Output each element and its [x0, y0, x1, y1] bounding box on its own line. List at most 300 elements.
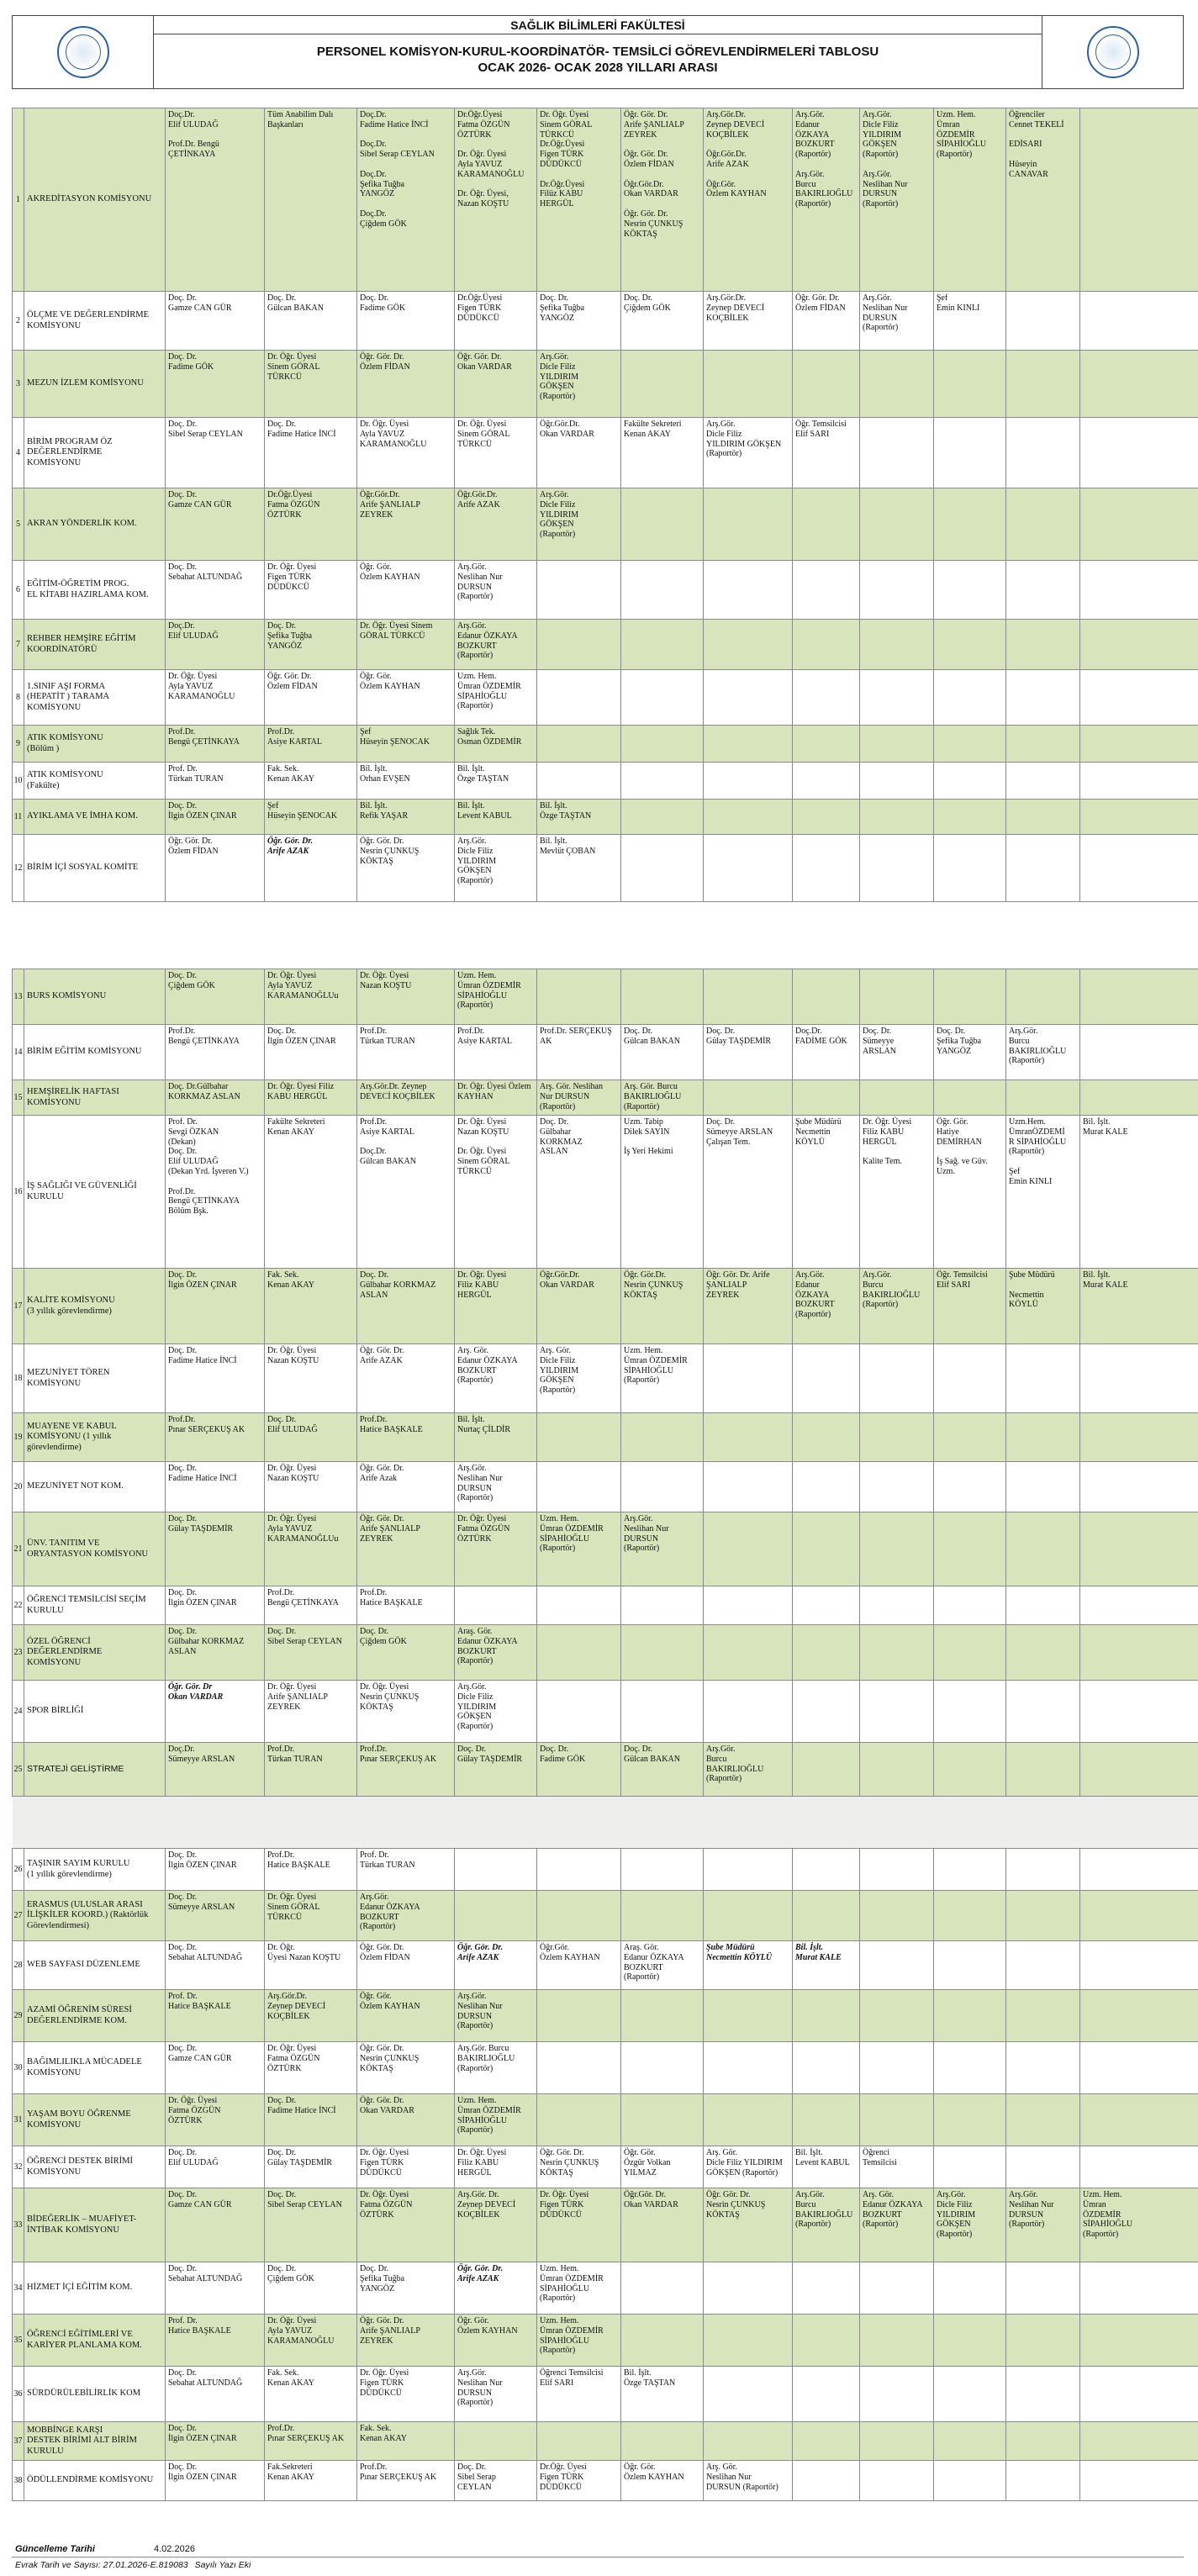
member-cell	[704, 1080, 793, 1116]
committee-row	[13, 969, 1198, 1025]
member-cell: Doç. Dr. Sibel Serap CEYLAN	[265, 1625, 357, 1681]
member-cell	[934, 1413, 1006, 1462]
member-cell: Uzm. Hem. Ümran ÖZDEMİR SİPAHİOĞLU (Raportör)	[537, 2315, 621, 2367]
member-cell: Dr. Öğr. Üyesi Fatma ÖZGÜN ÖZTÜRK	[166, 2094, 265, 2146]
member-cell: Arş.Gör. Edanur ÖZKAYA BOZKURT (Raportör) Arş.Gör. Burcu BAKIRLIOĞLU (Raportör)	[793, 108, 860, 292]
member-cell: Uzm. Hem. Ümran ÖZDEMİR SİPAHİOĞLU (Raportör)	[455, 969, 537, 1025]
member-cell: Arş.Gör. Dicle Filiz YILDIRIM GÖKŞEN (Raportör)	[537, 488, 621, 561]
member-cell: Doç. Dr. Gülcan BAKAN	[265, 292, 357, 351]
committee-name: MEZUNİYET NOT KOM.	[24, 1462, 166, 1512]
member-cell: Bil. İşlt. Özge TAŞTAN	[455, 763, 537, 800]
member-cell	[1080, 1743, 1198, 1797]
member-cell: Doç.Dr. FADİME GÖK	[793, 1025, 860, 1080]
member-cell	[860, 2461, 934, 2501]
member-cell	[621, 969, 704, 1025]
member-cell: Arş.Gör. Neslihan Nur DURSUN (Raportör)	[455, 561, 537, 620]
member-cell	[934, 670, 1006, 726]
row-number: 21	[13, 1512, 24, 1586]
member-cell: Öğr. Gör. Dr. Arife AZAK	[265, 835, 357, 902]
member-cell	[537, 1462, 621, 1512]
section-spacer	[13, 1797, 1198, 1849]
member-cell	[793, 1586, 860, 1625]
member-cell	[793, 2094, 860, 2146]
member-cell	[860, 620, 934, 670]
member-cell: Doç. Dr. Fadime GÖK	[357, 292, 455, 351]
member-cell: Öğr. Gör. Dr. Arife AZAK	[455, 1941, 537, 1990]
row-number: 27	[13, 1891, 24, 1941]
member-cell	[934, 1625, 1006, 1681]
member-cell	[860, 1681, 934, 1743]
member-cell: Şef Hüseyin ŞENOCAK	[357, 726, 455, 763]
assignment-table	[12, 108, 1198, 2501]
member-cell: Dr. Öğr. Üyesi Figen TÜRK DÜDÜKCÜ	[265, 561, 357, 620]
member-cell	[860, 1625, 934, 1681]
member-cell: Doç. Dr. Şefika Tuğba YANGÖZ	[265, 620, 357, 670]
committee-row	[13, 108, 1198, 292]
member-cell	[1080, 726, 1198, 763]
row-number: 12	[13, 835, 24, 902]
member-cell: Şube Müdürü Necmettin KÖYLÜ	[1006, 1269, 1080, 1344]
committee-name: HİZMET İÇİ EĞİTİM KOM.	[24, 2262, 166, 2315]
member-cell	[1080, 292, 1198, 351]
member-cell: Öğr. Gör.Dr. Nesrin ÇUNKUŞ KÖKTAŞ	[621, 1269, 704, 1344]
member-cell: Arş.Gör.Dr. Zeynep DEVECİ KOÇBİLEK Öğr.Gör.Dr. Arife AZAK Öğr.Gör. Özlem KAYHAN	[704, 108, 793, 292]
member-cell	[1006, 2461, 1080, 2501]
member-cell: Arş. Gör. Dicle Filiz YILDIRIM GÖKŞEN (Raportör)	[537, 1344, 621, 1413]
member-cell	[1080, 670, 1198, 726]
member-cell	[621, 1681, 704, 1743]
member-cell: Fak. Sek. Kenan AKAY	[357, 2422, 455, 2461]
member-cell	[934, 488, 1006, 561]
member-cell: Prof.Dr. Hatice BAŞKALE	[265, 1849, 357, 1891]
member-cell	[704, 1462, 793, 1512]
member-cell: Sağlık Tek. Osman ÖZDEMİR	[455, 726, 537, 763]
row-number: 24	[13, 1681, 24, 1743]
member-cell	[934, 2146, 1006, 2188]
member-cell: Doç. Dr. İlgin ÖZEN ÇINAR	[166, 2461, 265, 2501]
member-cell	[704, 763, 793, 800]
committee-row	[13, 1990, 1198, 2042]
member-cell	[860, 726, 934, 763]
member-cell: Arş.Gör. Neslihan Nur DURSUN (Raportör)	[860, 292, 934, 351]
row-number: 30	[13, 2042, 24, 2094]
member-cell	[793, 2042, 860, 2094]
row-number: 8	[13, 670, 24, 726]
header-titles	[154, 16, 1042, 88]
member-cell	[793, 1681, 860, 1743]
member-cell	[1080, 800, 1198, 835]
member-cell: Arş.Gör. Dicle Filiz YILDIRIM GÖKŞEN (Raportör) Arş.Gör. Neslihan Nur DURSUN (Raportör)	[860, 108, 934, 292]
committee-name: ERASMUS (ULUSLAR ARASI İLİŞKİLER KOORD.) (Raktörlük Görevlendirmesi)	[24, 1891, 166, 1941]
member-cell: Doç. Dr. Sebahat ALTUNDAĞ	[166, 1941, 265, 1990]
member-cell: Arş.Gör. Edanur ÖZKAYA BOZKURT (Raportör)	[455, 620, 537, 670]
committee-name: BİRİM İÇİ SOSYAL KOMİTE	[24, 835, 166, 902]
member-cell: Arş.Gör. Burcu BAKIRLIOĞLU (Raportör)	[793, 2188, 860, 2262]
member-cell: Fak. Sek. Kenan AKAY	[265, 2367, 357, 2422]
member-cell: Dr.Öğr. Üyesi Figen TÜRK DÜDÜKCÜ	[537, 2461, 621, 2501]
committee-row	[13, 2042, 1198, 2094]
row-number: 5	[13, 488, 24, 561]
member-cell: Prof.Dr. SERÇEKUŞ AK	[537, 1025, 621, 1080]
member-cell	[621, 2262, 704, 2315]
member-cell	[1006, 763, 1080, 800]
member-cell	[537, 1891, 621, 1941]
member-cell	[1080, 561, 1198, 620]
member-cell: Öğr. Gör. Dr. Özlem FİDAN	[357, 351, 455, 418]
member-cell	[1006, 2146, 1080, 2188]
member-cell: Arş. Gör. Neslihan Nur DURSUN (Raportör)	[704, 2461, 793, 2501]
member-cell	[793, 2422, 860, 2461]
member-cell	[793, 620, 860, 670]
member-cell: Bil. İşlt. Mevlüt ÇOBAN	[537, 835, 621, 902]
member-cell	[934, 800, 1006, 835]
member-cell	[860, 2315, 934, 2367]
member-cell: Uzm. Hem. Ümran ÖZDEMİR SİPAHİOĞLU (Raportör)	[1080, 2188, 1198, 2262]
member-cell: Dr. Öğr. Üyesi Ayla YAVUZ KARAMANOĞLUu	[265, 969, 357, 1025]
member-cell	[455, 2422, 537, 2461]
committee-name: ÖĞRENCİ EĞİTİMLERİ VE KARİYER PLANLAMA KOM.	[24, 2315, 166, 2367]
member-cell	[1006, 2315, 1080, 2367]
member-cell: Prof. Dr. Hatice BAŞKALE	[166, 1990, 265, 2042]
committee-name: BİRİM PROGRAM ÖZ DEĞERLENDİRME KOMİSYONU	[24, 418, 166, 488]
member-cell: Öğr. Gör. Dr. Nesrin ÇUNKUŞ KÖKTAŞ	[704, 2188, 793, 2262]
member-cell	[1080, 351, 1198, 418]
member-cell	[537, 670, 621, 726]
member-cell: Şef Hüseyin ŞENOCAK	[265, 800, 357, 835]
committee-name: ATIK KOMİSYONU (Bölüm )	[24, 726, 166, 763]
member-cell: Doç. Dr. Gülay TAŞDEMİR	[265, 2146, 357, 2188]
member-cell: Arş.Gör. Burcu BAKIRLIOĞLU (Raportör)	[704, 1743, 793, 1797]
member-cell: Uzm. Hem. Ümran ÖZDEMİR SİPAHİOĞLU (Raportör)	[537, 2262, 621, 2315]
member-cell: Öğr. Gör. Dr. Arife ŞANLIALP ZEYREK	[357, 2315, 455, 2367]
member-cell: Uzm. Hem. Ümran ÖZDEMİR SİPAHİOĞLU (Raportör)	[455, 670, 537, 726]
member-cell: Öğr. Gör. Dr. Okan VARDAR	[357, 2094, 455, 2146]
member-cell	[934, 726, 1006, 763]
member-cell: Doç. Dr. Sebahat ALTUNDAĞ	[166, 2367, 265, 2422]
committee-name: BİRİM EĞİTİM KOMİSYONU	[24, 1025, 166, 1080]
member-cell	[621, 1462, 704, 1512]
member-cell: Arş.Gör. Burcu BAKIRLIOĞLU (Raportör)	[860, 1269, 934, 1344]
member-cell	[860, 418, 934, 488]
member-cell	[1080, 1681, 1198, 1743]
member-cell	[1080, 1941, 1198, 1990]
member-cell: Bil. İşlt. Levent KABUL	[455, 800, 537, 835]
committee-row	[13, 561, 1198, 620]
member-cell	[537, 1990, 621, 2042]
member-cell: Doç. Dr. Çiğdem GÖK	[621, 292, 704, 351]
member-cell	[537, 969, 621, 1025]
committee-row	[13, 2461, 1198, 2501]
row-number: 32	[13, 2146, 24, 2188]
member-cell: Dr. Öğr. Üyesi Ayla YAVUZ KARAMANOĞLU	[265, 2315, 357, 2367]
member-cell: Bil. İşlt. Özge TAŞTAN	[621, 2367, 704, 2422]
member-cell	[1080, 835, 1198, 902]
member-cell: Doç. Dr. İlgin ÖZEN ÇINAR	[166, 800, 265, 835]
committee-row	[13, 726, 1198, 763]
member-cell	[934, 2367, 1006, 2422]
member-cell: Dr. Öğr. Üyesi Fatma ÖZGÜN ÖZTÜRK	[455, 1512, 537, 1586]
member-cell	[934, 1891, 1006, 1941]
university-logo	[13, 16, 154, 88]
member-cell	[860, 835, 934, 902]
member-cell: Doç. Dr. Şefika Tuğba YANGÖZ	[357, 2262, 455, 2315]
committee-name: AYIKLAMA VE İMHA KOM.	[24, 800, 166, 835]
member-cell	[934, 835, 1006, 902]
committee-row	[13, 2146, 1198, 2188]
row-number: 17	[13, 1269, 24, 1344]
member-cell	[1006, 620, 1080, 670]
member-cell: Öğrenci Temsilcisi Elif SARI	[537, 2367, 621, 2422]
member-cell: Arş.Gör. Burcu BAKIRLIOĞLU (Raportör)	[1006, 1025, 1080, 1080]
row-number: 15	[13, 1080, 24, 1116]
member-cell	[1006, 1586, 1080, 1625]
member-cell: Öğr. Gör. Özlem KAYHAN	[357, 670, 455, 726]
member-cell	[537, 763, 621, 800]
member-cell	[860, 969, 934, 1025]
member-cell	[1006, 1743, 1080, 1797]
member-cell	[704, 1625, 793, 1681]
member-cell	[704, 2042, 793, 2094]
member-cell: Öğr.Gör.Dr. Okan VARDAR	[537, 1269, 621, 1344]
member-cell	[621, 620, 704, 670]
member-cell: Doç. Dr. Gülay TAŞDEMİR	[704, 1025, 793, 1080]
member-cell	[1080, 1413, 1198, 1462]
member-cell	[934, 1849, 1006, 1891]
committee-row	[13, 1891, 1198, 1941]
committee-name: WEB SAYFASI DÜZENLEME	[24, 1941, 166, 1990]
member-cell: Arş.Gör. Edanur ÖZKAYA BOZKURT (Raportör)	[793, 1269, 860, 1344]
row-number: 16	[13, 1116, 24, 1269]
update-date-value: 4.02.2026	[154, 2544, 195, 2554]
document-header	[12, 15, 1184, 89]
member-cell: Prof.Dr. Bengü ÇETİNKAYA	[265, 1586, 357, 1625]
member-cell: Dr. Öğr. Üyesi Sinem GÖRAL TÜRKCÜ Dr.Öğr.Üyesi Figen TÜRK DÜDÜKCÜ Dr.Öğr.Üyesi Filüz KABU HERGÜL	[537, 108, 621, 292]
committee-row	[13, 1080, 1198, 1116]
member-cell: Şube Müdürü Necmettin KÖYLÜ	[704, 1941, 793, 1990]
member-cell	[1006, 1990, 1080, 2042]
member-cell	[704, 2315, 793, 2367]
member-cell: Prof.Dr. Türkan TURAN	[265, 1743, 357, 1797]
member-cell	[1006, 1080, 1080, 1116]
committee-name: ÖDÜLLENDİRME KOMİSYONU	[24, 2461, 166, 2501]
member-cell: Öğrenciler Cennet TEKELİ EDİSARI Hüseyin CANAVAR	[1006, 108, 1080, 292]
member-cell	[621, 1625, 704, 1681]
member-cell: Öğr. Gör. Dr. Arife AZAK	[357, 1344, 455, 1413]
committee-row	[13, 620, 1198, 670]
member-cell: Uzm. Hem. Ümran ÖZDEMİR SİPAHİOĞLU (Raportör)	[455, 2094, 537, 2146]
member-cell	[860, 2262, 934, 2315]
member-cell	[934, 1681, 1006, 1743]
member-cell	[860, 800, 934, 835]
member-cell	[934, 2315, 1006, 2367]
member-cell: Dr.Öğr.Üyesi Figen TÜRK DÜDÜKCÜ	[455, 292, 537, 351]
member-cell	[1080, 2042, 1198, 2094]
member-cell	[1006, 800, 1080, 835]
member-cell: Doç. Dr. Elif ULUDAĞ	[166, 2146, 265, 2188]
committee-row	[13, 1269, 1198, 1344]
member-cell	[793, 1891, 860, 1941]
member-cell	[621, 726, 704, 763]
member-cell	[793, 670, 860, 726]
member-cell: Öğr.Gör.Dr. Arife AZAK	[455, 488, 537, 561]
member-cell: Prof.Dr. Bengü ÇETİNKAYA	[166, 1025, 265, 1080]
member-cell: Öğr. Gör. Özlem KAYHAN	[357, 1990, 455, 2042]
member-cell	[860, 1080, 934, 1116]
spacer-cell	[13, 902, 1198, 969]
committee-name: MOBBİNGE KARŞI DESTEK BİRİMİ ALT BİRİM KURULU	[24, 2422, 166, 2461]
committee-name: 1.SINIF AŞI FORMA (HEPATİT ) TARAMA KOMİSYONU	[24, 670, 166, 726]
member-cell: Bil. İşlt. Murat KALE	[1080, 1116, 1198, 1269]
member-cell	[704, 1990, 793, 2042]
member-cell: Bil. İşlt. Özge TAŞTAN	[537, 800, 621, 835]
row-number: 3	[13, 351, 24, 418]
row-number: 14	[13, 1025, 24, 1080]
member-cell	[1006, 1462, 1080, 1512]
committee-name: ÖLÇME VE DEĞERLENDİRME KOMİSYONU	[24, 292, 166, 351]
member-cell: Bil. İşlt. Nurtaç ÇİLDİR	[455, 1413, 537, 1462]
member-cell: Öğr. Gör. Dr. Okan VARDAR	[455, 351, 537, 418]
member-cell: Öğr. Gör. Dr. Arife ŞANLIALP ZEYREK	[357, 1512, 455, 1586]
member-cell: Doç. Dr. Fadime Hatice İNCİ	[265, 2094, 357, 2146]
member-cell: Arş. Gör. Burcu BAKIRLIOĞLU (Raportör)	[621, 1080, 704, 1116]
committee-row	[13, 1344, 1198, 1413]
committee-row	[13, 2188, 1198, 2262]
member-cell: Dr. Öğr. Üyesi Ayla YAVUZ KARAMANOĞLUu	[265, 1512, 357, 1586]
committee-name: ATIK KOMİSYONU (Fakülte)	[24, 763, 166, 800]
member-cell	[934, 2461, 1006, 2501]
member-cell: Fak. Sek. Kenan AKAY	[265, 1269, 357, 1344]
row-number: 29	[13, 1990, 24, 2042]
member-cell: Dr. Öğr. Üyesi Sinem GÖRAL TÜRKCÜ	[455, 418, 537, 488]
member-cell: Prof.Dr. Türkan TURAN	[357, 1025, 455, 1080]
member-cell: Doç.Dr. Elif ULUDAĞ	[166, 620, 265, 670]
member-cell: Arş.Gör.Dr. Zeynep DEVECİ KOÇBİLEK	[357, 1080, 455, 1116]
member-cell	[1080, 418, 1198, 488]
member-cell: Uzm. Hem. Ümran ÖZDEMİR SİPAHİOĞLU (Raportör)	[621, 1344, 704, 1413]
member-cell: Doç. Dr. Fadime GÖK	[537, 1743, 621, 1797]
member-cell: Prof.Dr. Pınar SERÇEKUŞ AK	[265, 2422, 357, 2461]
member-cell	[1006, 2094, 1080, 2146]
member-cell: Fakülte Sekreteri Kenan AKAY	[621, 418, 704, 488]
member-cell	[934, 2262, 1006, 2315]
committee-name: SPOR BİRLİĞİ	[24, 1681, 166, 1743]
member-cell	[860, 1743, 934, 1797]
member-cell	[1080, 2461, 1198, 2501]
member-cell	[793, 351, 860, 418]
member-cell: Doç. Dr. Gamze CAN GÜR	[166, 2042, 265, 2094]
member-cell: Doç. Dr. Sibel Serap CEYLAN	[265, 2188, 357, 2262]
faculty-name: SAĞLIK BİLİMLERİ FAKÜLTESİ	[154, 16, 1042, 34]
member-cell	[1080, 2262, 1198, 2315]
member-cell	[793, 800, 860, 835]
row-number: 25	[13, 1743, 24, 1797]
committee-row	[13, 670, 1198, 726]
member-cell	[704, 670, 793, 726]
committee-name: SÜRDÜRÜLEBİLİRLİK KOM	[24, 2367, 166, 2422]
committee-name: ÖĞRENCİ DESTEK BİRİMİ KOMİSYONU	[24, 2146, 166, 2188]
member-cell: Dr. Öğr. Üyesi Arife ŞANLIALP ZEYREK	[265, 1681, 357, 1743]
member-cell	[860, 1891, 934, 1941]
member-cell	[934, 561, 1006, 620]
member-cell: Doç. Dr. İlgin ÖZEN ÇINAR	[166, 1849, 265, 1891]
member-cell: Öğr.Gör.Dr. Okan VARDAR	[537, 418, 621, 488]
member-cell: Arş.Gör.Dr. Zeynep DEVECİ KOÇBİLEK	[704, 292, 793, 351]
member-cell: Uzm. Hem. Ümran ÖZDEMİR SİPAHİOĞLU (Raportör)	[934, 108, 1006, 292]
member-cell	[1080, 488, 1198, 561]
row-number: 6	[13, 561, 24, 620]
member-cell	[1080, 1025, 1198, 1080]
member-cell: Doç. Dr. Sebahat ALTUNDAĞ	[166, 2262, 265, 2315]
member-cell: Öğrenci Temsilcisi	[860, 2146, 934, 2188]
member-cell: Doç. Dr. Fadime Hatice İNCİ	[166, 1344, 265, 1413]
member-cell	[860, 1512, 934, 1586]
row-number: 4	[13, 418, 24, 488]
member-cell: Öğr. Gör. Dr. Arife Azak	[357, 1462, 455, 1512]
member-cell: Doç. Dr. İlgin ÖZEN ÇINAR	[265, 1025, 357, 1080]
member-cell	[704, 1512, 793, 1586]
member-cell: Öğr. Gör. Dr. Özlem FİDAN	[793, 292, 860, 351]
row-number: 37	[13, 2422, 24, 2461]
member-cell	[793, 763, 860, 800]
member-cell	[860, 1344, 934, 1413]
committee-name: İŞ SAĞLIĞI VE GÜVENLİĞİ KURULU	[24, 1116, 166, 1269]
member-cell	[704, 2262, 793, 2315]
member-cell: Öğr. Gör. Dr. Arife ŞANLIALP ZEYREK Öğr. Gör. Dr. Özlem FİDAN Öğr.Gör.Dr. Okan VARDAR Öğr. Gör. Dr. Nesrin ÇUNKUŞ KÖKTAŞ	[621, 108, 704, 292]
member-cell	[934, 1743, 1006, 1797]
member-cell	[793, 488, 860, 561]
member-cell: Bil. İşlt. Murat KALE	[793, 1941, 860, 1990]
member-cell	[793, 1990, 860, 2042]
member-cell: Arş.Gör. Dicle Filiz YILDIRIM GÖKŞEN (Raportör)	[537, 351, 621, 418]
member-cell: Prof. Dr. Hatice BAŞKALE	[166, 2315, 265, 2367]
member-cell	[621, 2422, 704, 2461]
member-cell: Doç. Dr. Gülbahar KORKMAZ ASLAN	[537, 1116, 621, 1269]
row-number: 36	[13, 2367, 24, 2422]
member-cell	[1080, 969, 1198, 1025]
member-cell	[1006, 1941, 1080, 1990]
member-cell	[934, 2422, 1006, 2461]
member-cell: Öğr.Gör. Özlem KAYHAN	[537, 1941, 621, 1990]
member-cell	[704, 488, 793, 561]
row-number: 33	[13, 2188, 24, 2262]
row-number: 2	[13, 292, 24, 351]
member-cell	[621, 561, 704, 620]
member-cell	[621, 2042, 704, 2094]
member-cell: Arş.Gör.Dr. Zeynep DEVECİ KOÇBİLEK	[265, 1990, 357, 2042]
document-period: OCAK 2026- OCAK 2028 YILLARI ARASI	[478, 61, 718, 75]
committee-name: REHBER HEMŞİRE EĞİTİM KOORDİNATÖRÜ	[24, 620, 166, 670]
member-cell: Dr. Öğr. Üyesi Fatma ÖZGÜN ÖZTÜRK	[265, 2042, 357, 2094]
committee-name: ÖĞRENCİ TEMSİLCİSİ SEÇİM KURULU	[24, 1586, 166, 1625]
row-number: 28	[13, 1941, 24, 1990]
row-number: 22	[13, 1586, 24, 1625]
member-cell	[1006, 835, 1080, 902]
member-cell: Doç.Dr. Elif ULUDAĞ Prof.Dr. Bengü ÇETİNKAYA	[166, 108, 265, 292]
member-cell: Arş. Gör. Dicle Filiz YILDIRIM GÖKŞEN (Raportör)	[704, 2146, 793, 2188]
member-cell: Dr. Öğr. Üyesi Figen TÜRK DÜDÜKCÜ	[537, 2188, 621, 2262]
committee-row	[13, 1681, 1198, 1743]
member-cell: Prof.Dr. Asiye KARTAL	[455, 1025, 537, 1080]
member-cell	[1006, 2262, 1080, 2315]
committee-row	[13, 292, 1198, 351]
row-number: 23	[13, 1625, 24, 1681]
member-cell	[537, 1849, 621, 1891]
member-cell: Doç. Dr. Sümeyye ARSLAN	[166, 1891, 265, 1941]
member-cell	[934, 1586, 1006, 1625]
committee-row	[13, 1849, 1198, 1891]
update-date-label: Güncelleme Tarihi	[15, 2544, 95, 2554]
member-cell: Bil. İşlt. Murat KALE	[1080, 1269, 1198, 1344]
